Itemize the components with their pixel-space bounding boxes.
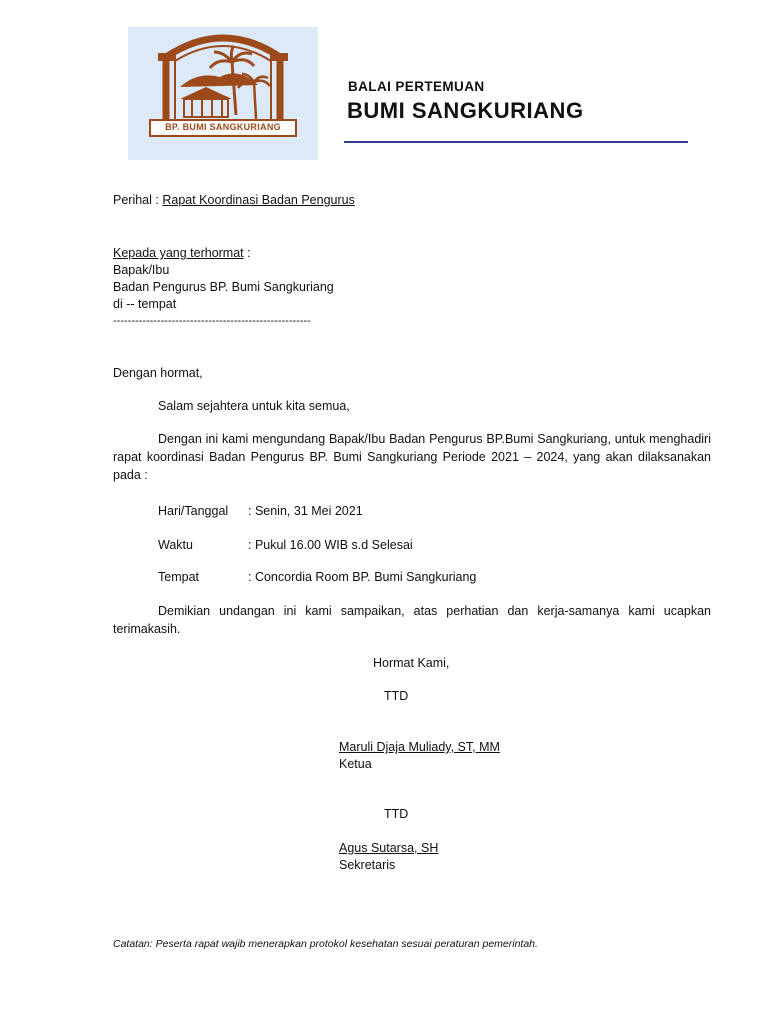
- recipient-line-3: di -- tempat: [113, 297, 177, 311]
- recipient-colon: :: [247, 246, 251, 260]
- subject-line: [113, 192, 355, 209]
- recipient-separator: ------------------------------------------------------: [113, 315, 311, 327]
- subject-label: Perihal :: [113, 193, 159, 207]
- detail-label-time: Waktu: [158, 538, 193, 552]
- detail-value-time: : Pukul 16.00 WIB s.d Selesai: [248, 538, 413, 552]
- subject-value: Rapat Koordinasi Badan Pengurus: [162, 193, 355, 207]
- salutation: Salam sejahtera untuk kita semua,: [158, 399, 350, 413]
- signatory-name-secretary: Agus Sutarsa, SH: [339, 841, 439, 855]
- recipient-line-1: Bapak/Ibu: [113, 263, 170, 277]
- recipient-heading: Kepada yang terhormat: [113, 246, 244, 260]
- letterhead-divider: [344, 141, 688, 143]
- signatory-name-chairman: Maruli Djaja Muliady, ST, MM: [339, 740, 500, 754]
- invitation-paragraph: Dengan ini kami mengundang Bapak/Ibu Badan Pengurus BP.Bumi Sangkuriang, untuk menghadiri rapat koordinasi Badan Pengurus BP. Bumi Sangkuriang Periode 2021 – 2024, yang akan dilaksanakan pada :: [113, 432, 711, 482]
- footnote: Catatan: Peserta rapat wajib menerapkan protokol kesehatan sesuai peraturan pemerintah.: [113, 938, 538, 950]
- detail-value-place: : Concordia Room BP. Bumi Sangkuriang: [248, 570, 477, 584]
- signature-mark-1: TTD: [384, 689, 409, 703]
- detail-label-date: Hari/Tanggal: [158, 504, 229, 518]
- detail-value-date: : Senin, 31 Mei 2021: [248, 504, 363, 518]
- organization-logo: [128, 27, 318, 160]
- closing-paragraph: Demikian undangan ini kami sampaikan, atas perhatian dan kerja-samanya kami ucapkan terimakasih.: [113, 604, 711, 636]
- greeting: Dengan hormat,: [113, 366, 203, 380]
- recipient-line-2: Badan Pengurus BP. Bumi Sangkuriang: [113, 280, 334, 294]
- organization-title: BUMI SANGKURIANG: [347, 98, 584, 123]
- regards: Hormat Kami,: [373, 656, 450, 670]
- logo-banner-text: BP. BUMI SANGKURIANG: [165, 122, 281, 132]
- signatory-role-chairman: Ketua: [339, 757, 372, 771]
- recipient-heading-line: [113, 245, 251, 262]
- detail-label-place: Tempat: [158, 570, 199, 584]
- organization-subtitle: BALAI PERTEMUAN: [348, 79, 485, 94]
- signatory-role-secretary: Sekretaris: [339, 858, 396, 872]
- signature-mark-2: TTD: [384, 807, 409, 821]
